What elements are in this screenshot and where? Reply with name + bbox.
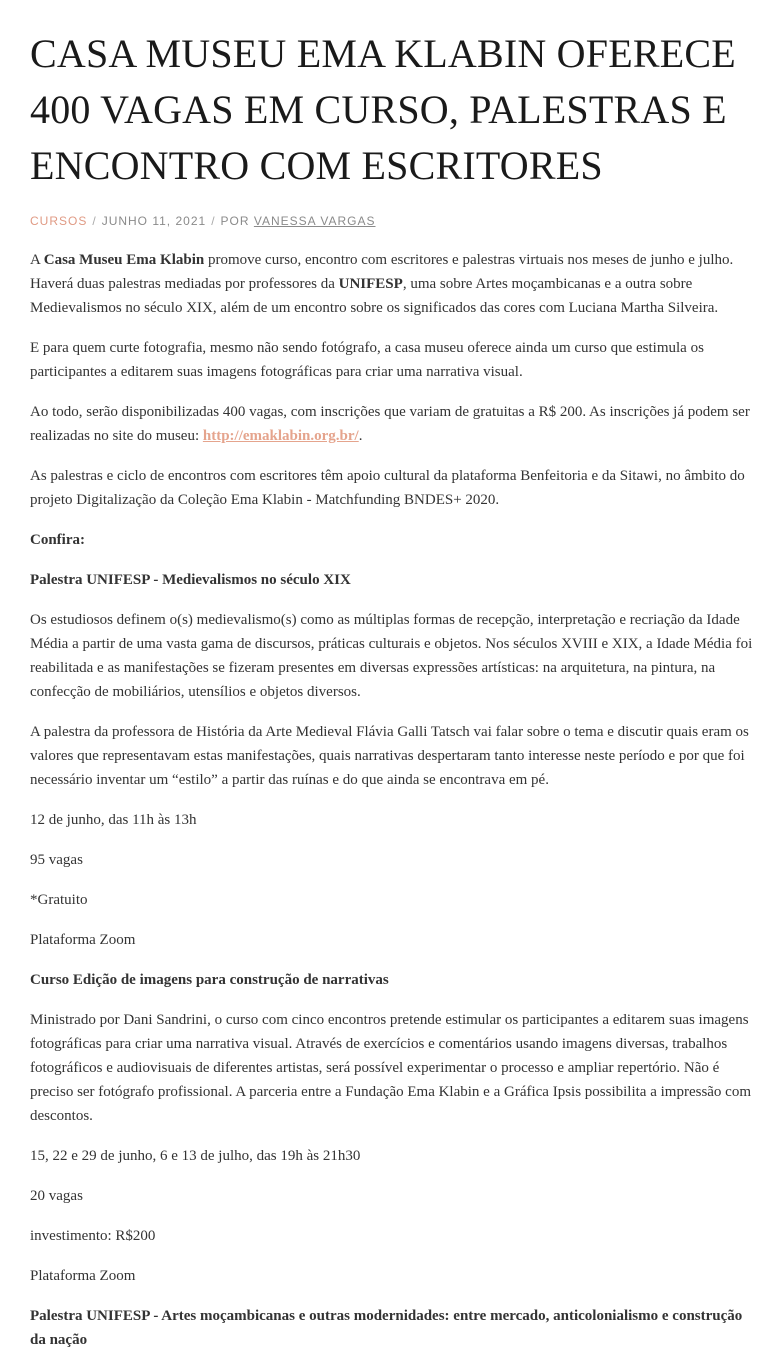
- meta-separator: /: [211, 214, 216, 228]
- text-run: Ao todo, serão disponibilizadas 400 vagas, com inscrições que variam de gratuitas a R$ 200. As inscrições já podem ser realizadas no site do museu:: [30, 404, 750, 444]
- event-price: *Gratuito: [30, 892, 88, 908]
- museum-name: Casa Museu Ema Klabin: [43, 252, 205, 268]
- section-heading-artes: Palestra UNIFESP - Artes moçambicanas e outras modernidades: entre mercado, anticolonialismo e construção da nação: [30, 1308, 743, 1348]
- category-link[interactable]: CURSOS: [30, 214, 88, 228]
- event-price: investimento: R$200: [30, 1228, 156, 1244]
- section-paragraph: Ministrado por Dani Sandrini, o curso com cinco encontros pretende estimular os participantes a editarem suas imagens fotográficas para criar uma narrativa visual. Através de exercícios e comentários usando imagens diversas, trabalhos fotográficos e audiovisuais de diferentes artistas, será possível experimentar o processo e ampliar repertório. Não é preciso ser fotógrafo profissional. A parceria entre a Fundação Ema Klabin e a Gráfica Ipsis possibilita a impressão com descontos.: [30, 1012, 752, 1124]
- museum-site-link[interactable]: http://emaklabin.org.br/: [202, 428, 359, 444]
- post-date: JUNHO 11, 2021: [101, 214, 207, 228]
- by-label: POR: [220, 214, 250, 228]
- event-vagas: 20 vagas: [30, 1188, 83, 1204]
- text-run: promove curso, encontro com escritores e palestras virtuais nos meses de junho e julho. Haverá duas palestras mediadas por professores da: [30, 252, 734, 292]
- event-platform: Plataforma Zoom: [30, 1268, 136, 1284]
- vagas-paragraph: [30, 400, 760, 448]
- article-title: CASA MUSEU EMA KLABIN OFERECE 400 VAGAS EM CURSO, PALESTRAS E ENCONTRO COM ESCRITORES: [30, 31, 736, 188]
- event-date: 15, 22 e 29 de junho, 6 e 13 de julho, das 19h às 21h30: [30, 1148, 361, 1164]
- photography-paragraph: E para quem curte fotografia, mesmo não sendo fotógrafo, a casa museu oferece ainda um curso que estimula os participantes a editarem suas imagens fotográficas para criar uma narrativa visual.: [30, 340, 704, 380]
- text-run: .: [358, 428, 363, 444]
- author-link[interactable]: VANESSA VARGAS: [253, 214, 376, 228]
- text-run: , uma sobre Artes moçambicanas e a outra sobre Medievalismos no século XIX, além de um encontro sobre os significados das cores com Luciana Martha Silveira.: [30, 276, 719, 316]
- intro-paragraph: [30, 248, 760, 320]
- article-meta: [30, 214, 760, 228]
- support-paragraph: As palestras e ciclo de encontros com escritores têm apoio cultural da plataforma Benfeitoria e da Sitawi, no âmbito do projeto Digitalização da Coleção Ema Klabin - Matchfunding BNDES+ 2020.: [30, 468, 745, 508]
- confira-heading: Confira:: [30, 532, 85, 548]
- unifesp-name: UNIFESP: [338, 276, 403, 292]
- section-paragraph: Os estudiosos definem o(s) medievalismo(s) como as múltiplas formas de recepção, interpretação e recriação da Idade Média a partir de uma vasta gama de discursos, práticas culturais e objetos. Nos séculos XVIII e XIX, a Idade Média foi reabilitada e as manifestações se fizeram presentes em diversas expressões artísticas: na arquitetura, na pintura, na confecção de mobiliários, utensílios e objetos diversos.: [30, 612, 753, 700]
- event-vagas: 95 vagas: [30, 852, 83, 868]
- meta-separator: /: [92, 214, 97, 228]
- section-paragraph: A palestra da professora de História da Arte Medieval Flávia Galli Tatsch vai falar sobre o tema e discutir quais eram os valores que representavam estas manifestações, quais narrativas despertaram tanto interesse neste período e por que foi necessário inventar um “estilo” a partir das ruínas e do que ainda se encontrava em pé.: [30, 724, 749, 788]
- section-heading-medievalismos: Palestra UNIFESP - Medievalismos no século XIX: [30, 572, 351, 588]
- event-platform: Plataforma Zoom: [30, 932, 136, 948]
- text-run: A: [30, 252, 44, 268]
- section-heading-curso: Curso Edição de imagens para construção de narrativas: [30, 972, 389, 988]
- event-date: 12 de junho, das 11h às 13h: [30, 812, 197, 828]
